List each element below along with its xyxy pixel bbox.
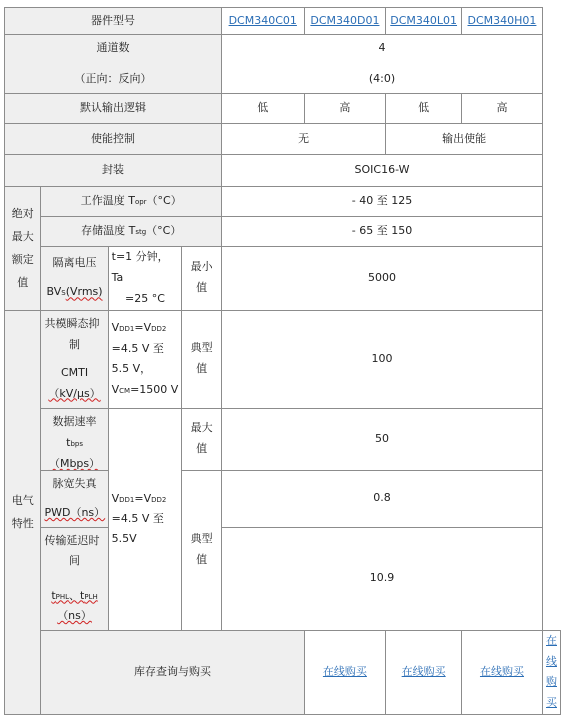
- package-label: 封装: [5, 155, 222, 187]
- delay-value: 10.9: [221, 527, 542, 630]
- purchase-link-1[interactable]: 在线购买: [322, 665, 367, 678]
- package-value: SOIC16-W: [221, 155, 542, 187]
- purchase-link-2[interactable]: 在线购买: [401, 665, 446, 678]
- model-link-4[interactable]: DCM340H01: [467, 13, 537, 27]
- model-cell: [386, 8, 462, 35]
- pwd-row: [5, 470, 561, 527]
- stg-temp-value: - 65 至 150: [221, 217, 542, 247]
- default-output-value: 高: [304, 94, 386, 124]
- enable-value: 输出使能: [386, 124, 543, 155]
- default-output-value: 低: [386, 94, 462, 124]
- model-link-3[interactable]: DCM340L01: [390, 13, 458, 27]
- op-temp-row: [5, 187, 561, 217]
- isolation-row: [5, 247, 561, 311]
- purchase-link-4[interactable]: 在线购买: [546, 633, 557, 710]
- isolation-label-2: BVS(Vrms): [46, 285, 103, 299]
- enable-label: 使能控制: [5, 124, 222, 155]
- rate-label-cell: 数据速率 tbps（Mbps）: [41, 408, 108, 470]
- cmti-row: [5, 310, 561, 408]
- purchase-cell: [386, 630, 462, 715]
- electrical-label: 电气特性: [5, 310, 41, 715]
- op-temp-label: 工作温度 Topr（°C）: [41, 187, 222, 217]
- model-cell: [221, 8, 304, 35]
- abs-max-label: 绝对最大额定值: [5, 187, 41, 311]
- pwd-condition: VDD1=VDD2 =4.5 V 至 5.5V: [108, 408, 182, 630]
- purchase-row: [5, 630, 561, 715]
- pwd-value: 0.8: [221, 470, 542, 527]
- purchase-label: 库存查询与购买: [41, 630, 304, 715]
- enable-value: 无: [221, 124, 385, 155]
- isolation-value: 5000: [221, 247, 542, 311]
- model-cell: [461, 8, 542, 35]
- channels-label-cell: [5, 35, 222, 94]
- header-row: [5, 8, 561, 35]
- purchase-cell: [304, 630, 386, 715]
- model-link-2[interactable]: DCM340D01: [310, 13, 380, 27]
- model-header-label: 器件型号: [5, 8, 222, 35]
- isolation-condition: t=1 分钟，Ta =25 °C: [108, 247, 182, 311]
- isolation-label-cell: [41, 247, 108, 311]
- isolation-label: 隔离电压: [52, 256, 97, 270]
- rate-row: [5, 408, 561, 470]
- op-temp-value: - 40 至 125: [221, 187, 542, 217]
- isolation-type: 最小值: [182, 247, 222, 311]
- cmti-condition: VDD1=VDD2 =4.5 V 至 5.5 V， VCM=1500 V: [108, 310, 182, 408]
- stg-temp-row: [5, 217, 561, 247]
- default-output-value: 高: [461, 94, 542, 124]
- channels-value-cell: [221, 35, 542, 94]
- channels-value: 4: [378, 41, 386, 54]
- model-link-1[interactable]: DCM340C01: [228, 13, 297, 27]
- package-row: [5, 155, 561, 187]
- pwd-type: 典型值: [182, 470, 222, 630]
- default-output-label: 默认输出逻辑: [5, 94, 222, 124]
- channels-row: [5, 35, 561, 94]
- default-output-value: 低: [221, 94, 304, 124]
- purchase-cell: [461, 630, 542, 715]
- delay-row: [5, 527, 561, 630]
- cmti-value: 100: [221, 310, 542, 408]
- cmti-type: 典型值: [182, 310, 222, 408]
- default-output-row: [5, 94, 561, 124]
- channels-ratio: (4:0): [368, 72, 396, 86]
- channels-label: 通道数: [96, 41, 130, 54]
- stg-temp-label: 存储温度 Tstg（°C）: [41, 217, 222, 247]
- delay-label-cell: 传输延迟时 间 tPHL、tPLH （ns）: [41, 527, 108, 630]
- model-cell: [304, 8, 386, 35]
- purchase-link-3[interactable]: 在线购买: [479, 665, 524, 678]
- cmti-label-cell: 共模瞬态抑 制 CMTI （kV/μs）: [41, 310, 108, 408]
- enable-row: [5, 124, 561, 155]
- rate-type: 最大值: [182, 408, 222, 470]
- purchase-cell: [543, 630, 561, 715]
- spec-table: [4, 7, 561, 715]
- pwd-label-cell: 脉宽失真 PWD（ns）: [41, 470, 108, 527]
- channels-sublabel: （正向：反向）: [74, 72, 152, 86]
- rate-value: 50: [221, 408, 542, 470]
